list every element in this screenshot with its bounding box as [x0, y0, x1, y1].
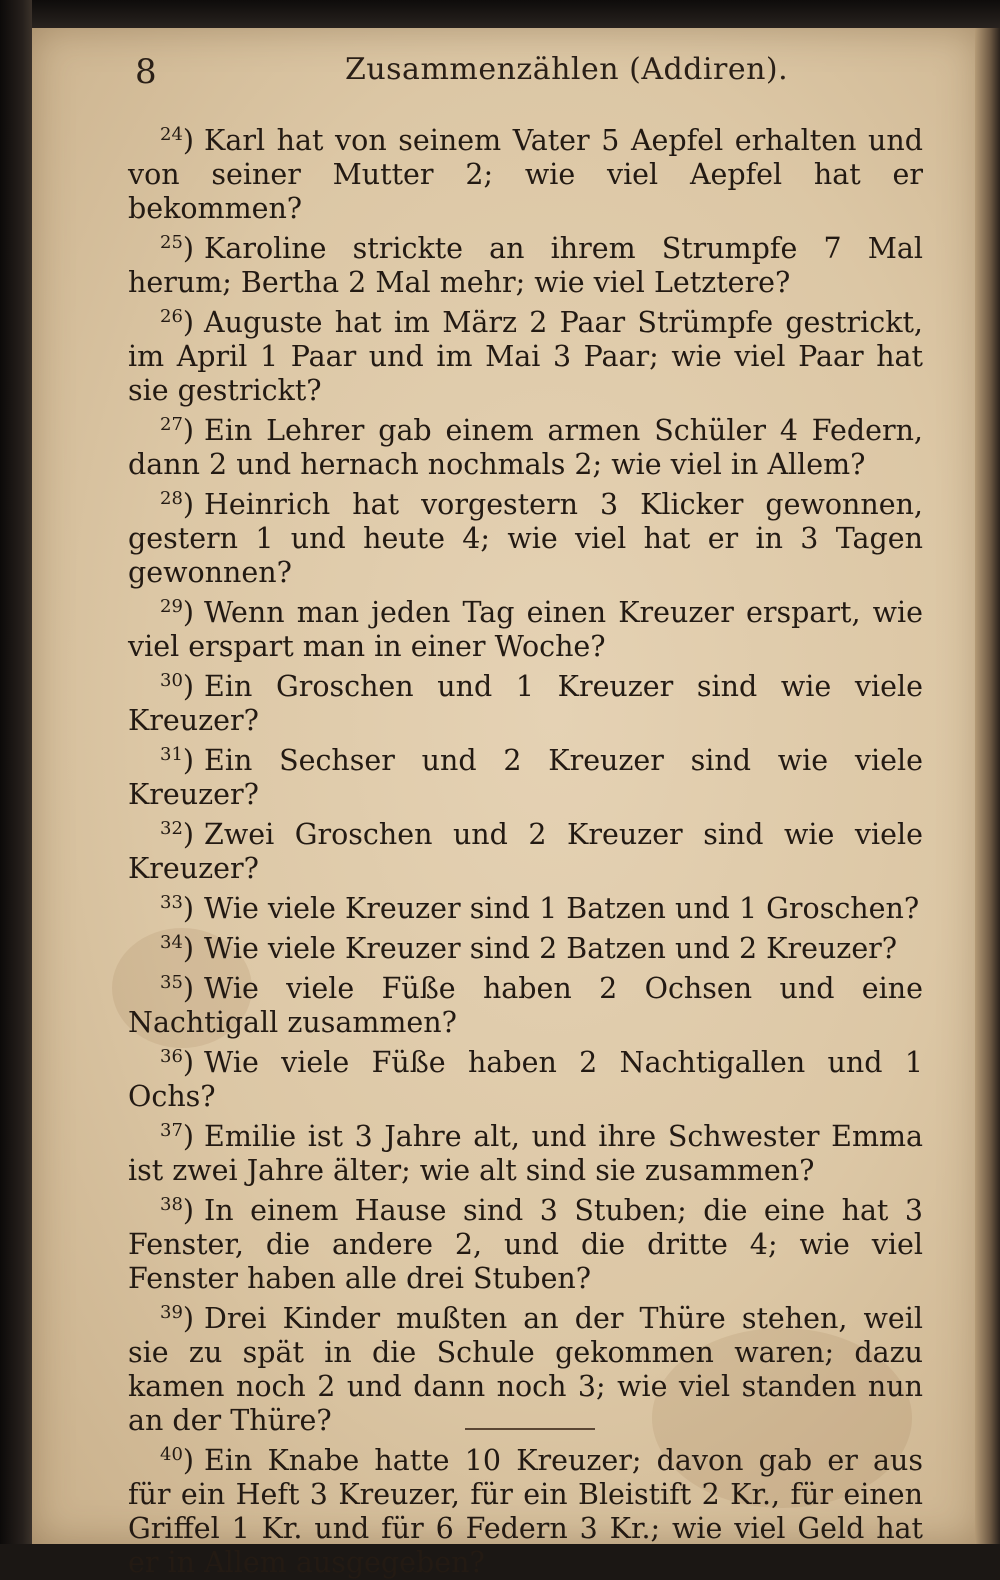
exercise-list: [128, 118, 923, 1580]
exercise-number: 29: [160, 596, 183, 617]
exercise-number: 37: [160, 1120, 183, 1141]
exercise-item: $^{24}$) Karl hat von seinem Vater 5 Aepfel erhalten und von seiner Mutter 2; wie viel Aepfel hat er bekommen?: [128, 124, 923, 225]
exercise-item: $^{29}$) Wenn man jeden Tag einen Kreuzer erspart, wie viel erspart man in einer Woche?: [128, 596, 923, 663]
exercise-item: $^{35}$) Wie viele Füße haben 2 Ochsen und eine Nachtigall zusammen?: [128, 972, 923, 1039]
exercise-number: 27: [160, 414, 183, 435]
exercise-number: 38: [160, 1194, 183, 1215]
exercise-text: Wie viele Kreuzer sind 1 Batzen und 1 Groschen?: [204, 892, 920, 925]
exercise-number: 30: [160, 670, 183, 691]
exercise-item: $^{33}$) Wie viele Kreuzer sind 1 Batzen und 1 Groschen?: [160, 892, 920, 925]
exercise-number: 25: [160, 232, 183, 253]
exercise-number: 40: [160, 1444, 183, 1465]
exercise-item: $^{38}$) In einem Hause sind 3 Stuben; die eine hat 3 Fenster, die andere 2, und die dritte 4; wie viel Fenster haben alle drei Stuben?: [128, 1194, 923, 1295]
exercise-text: Wie viele Kreuzer sind 2 Batzen und 2 Kreuzer?: [204, 932, 898, 965]
exercise-number: 32: [160, 818, 183, 839]
exercise-item: $^{40}$) Ein Knabe hatte 10 Kreuzer; davon gab er aus für ein Heft 3 Kreuzer, für ein Bleistift 2 Kr., für einen Griffel 1 Kr. und für 6 Federn 3 Kr.; wie viel Geld hat er in Allem ausgegeben?: [128, 1444, 923, 1579]
exercise-item: $^{31}$) Ein Sechser und 2 Kreuzer sind wie viele Kreuzer?: [128, 744, 923, 811]
exercise-number: 24: [160, 124, 183, 145]
exercise-number: 28: [160, 488, 183, 509]
exercise-number: 26: [160, 306, 183, 327]
exercise-number: 34: [160, 932, 183, 953]
book-binding: [0, 0, 32, 1544]
exercise-number: 39: [160, 1302, 183, 1323]
exercise-text: Heinrich hat vorgestern 3 Klicker gewonnen, gestern 1 und heute 4; wie viel hat er in 3 Tagen gewonnen?: [128, 488, 923, 589]
exercise-item: $^{37}$) Emilie ist 3 Jahre alt, und ihre Schwester Emma ist zwei Jahre älter; wie alt sind sie zusammen?: [128, 1120, 923, 1187]
exercise-text: Ein Sechser und 2 Kreuzer sind wie viele Kreuzer?: [128, 744, 923, 811]
exercise-text: Wie viele Füße haben 2 Ochsen und eine Nachtigall zusammen?: [128, 972, 923, 1039]
exercise-item: $^{28}$) Heinrich hat vorgestern 3 Klicker gewonnen, gestern 1 und heute 4; wie viel hat er in 3 Tagen gewonnen?: [128, 488, 923, 589]
exercise-number: 33: [160, 892, 183, 913]
exercise-text: Ein Knabe hatte 10 Kreuzer; davon gab er aus für ein Heft 3 Kreuzer, für ein Bleistift 2 Kr., für einen Griffel 1 Kr. und für 6 Federn 3 Kr.; wie viel Geld hat er in Allem ausgegeben?: [128, 1444, 923, 1579]
page-number: 8: [135, 52, 157, 92]
exercise-text: Wenn man jeden Tag einen Kreuzer erspart, wie viel erspart man in einer Woche?: [128, 596, 923, 663]
exercise-item: $^{25}$) Karoline strickte an ihrem Strumpfe 7 Mal herum; Bertha 2 Mal mehr; wie viel Letztere?: [128, 232, 923, 299]
exercise-item: $^{36}$) Wie viele Füße haben 2 Nachtigallen und 1 Ochs?: [128, 1046, 923, 1113]
exercise-item: $^{32}$) Zwei Groschen und 2 Kreuzer sind wie viele Kreuzer?: [128, 818, 923, 885]
section-divider: [465, 1428, 595, 1430]
exercise-text: Wie viele Füße haben 2 Nachtigallen und 1 Ochs?: [128, 1046, 923, 1113]
exercise-text: Karoline strickte an ihrem Strumpfe 7 Mal herum; Bertha 2 Mal mehr; wie viel Letztere?: [128, 232, 923, 299]
exercise-item: $^{34}$) Wie viele Kreuzer sind 2 Batzen und 2 Kreuzer?: [160, 932, 898, 965]
exercise-text: Ein Groschen und 1 Kreuzer sind wie viele Kreuzer?: [128, 670, 923, 737]
exercise-text: Auguste hat im März 2 Paar Strümpfe gestrickt, im April 1 Paar und im Mai 3 Paar; wie viel Paar hat sie gestrickt?: [128, 306, 923, 407]
exercise-item: $^{39}$) Drei Kinder mußten an der Thüre stehen, weil sie zu spät in die Schule gekommen waren; dazu kamen noch 2 und dann noch 3; wie viel standen nun an der Thüre?: [128, 1302, 923, 1437]
exercise-text: Drei Kinder mußten an der Thüre stehen, weil sie zu spät in die Schule gekommen waren; dazu kamen noch 2 und dann noch 3; wie viel standen nun an der Thüre?: [128, 1302, 923, 1437]
exercise-number: 35: [160, 972, 183, 993]
exercise-item: $^{26}$) Auguste hat im März 2 Paar Strümpfe gestrickt, im April 1 Paar und im Mai 3 Paar; wie viel Paar hat sie gestrickt?: [128, 306, 923, 407]
exercise-text: Emilie ist 3 Jahre alt, und ihre Schwester Emma ist zwei Jahre älter; wie alt sind sie zusammen?: [128, 1120, 923, 1187]
page-header: [135, 42, 935, 112]
exercise-number: 36: [160, 1046, 183, 1067]
exercise-text: Karl hat von seinem Vater 5 Aepfel erhalten und von seiner Mutter 2; wie viel Aepfel hat er bekommen?: [128, 124, 923, 225]
exercise-text: Ein Lehrer gab einem armen Schüler 4 Federn, dann 2 und hernach nochmals 2; wie viel in Allem?: [128, 414, 923, 481]
exercise-number: 31: [160, 744, 183, 765]
exercise-text: Zwei Groschen und 2 Kreuzer sind wie viele Kreuzer?: [128, 818, 923, 885]
book-edge: [0, 0, 1000, 30]
page-edge: [975, 28, 1000, 1544]
exercise-item: $^{30}$) Ein Groschen und 1 Kreuzer sind wie viele Kreuzer?: [128, 670, 923, 737]
exercise-item: $^{27}$) Ein Lehrer gab einem armen Schüler 4 Federn, dann 2 und hernach nochmals 2; wie viel in Allem?: [128, 414, 923, 481]
running-title: Zusammenzählen (Addiren).: [345, 52, 789, 87]
exercise-text: In einem Hause sind 3 Stuben; die eine hat 3 Fenster, die andere 2, und die dritte 4; wie viel Fenster haben alle drei Stuben?: [128, 1194, 923, 1295]
